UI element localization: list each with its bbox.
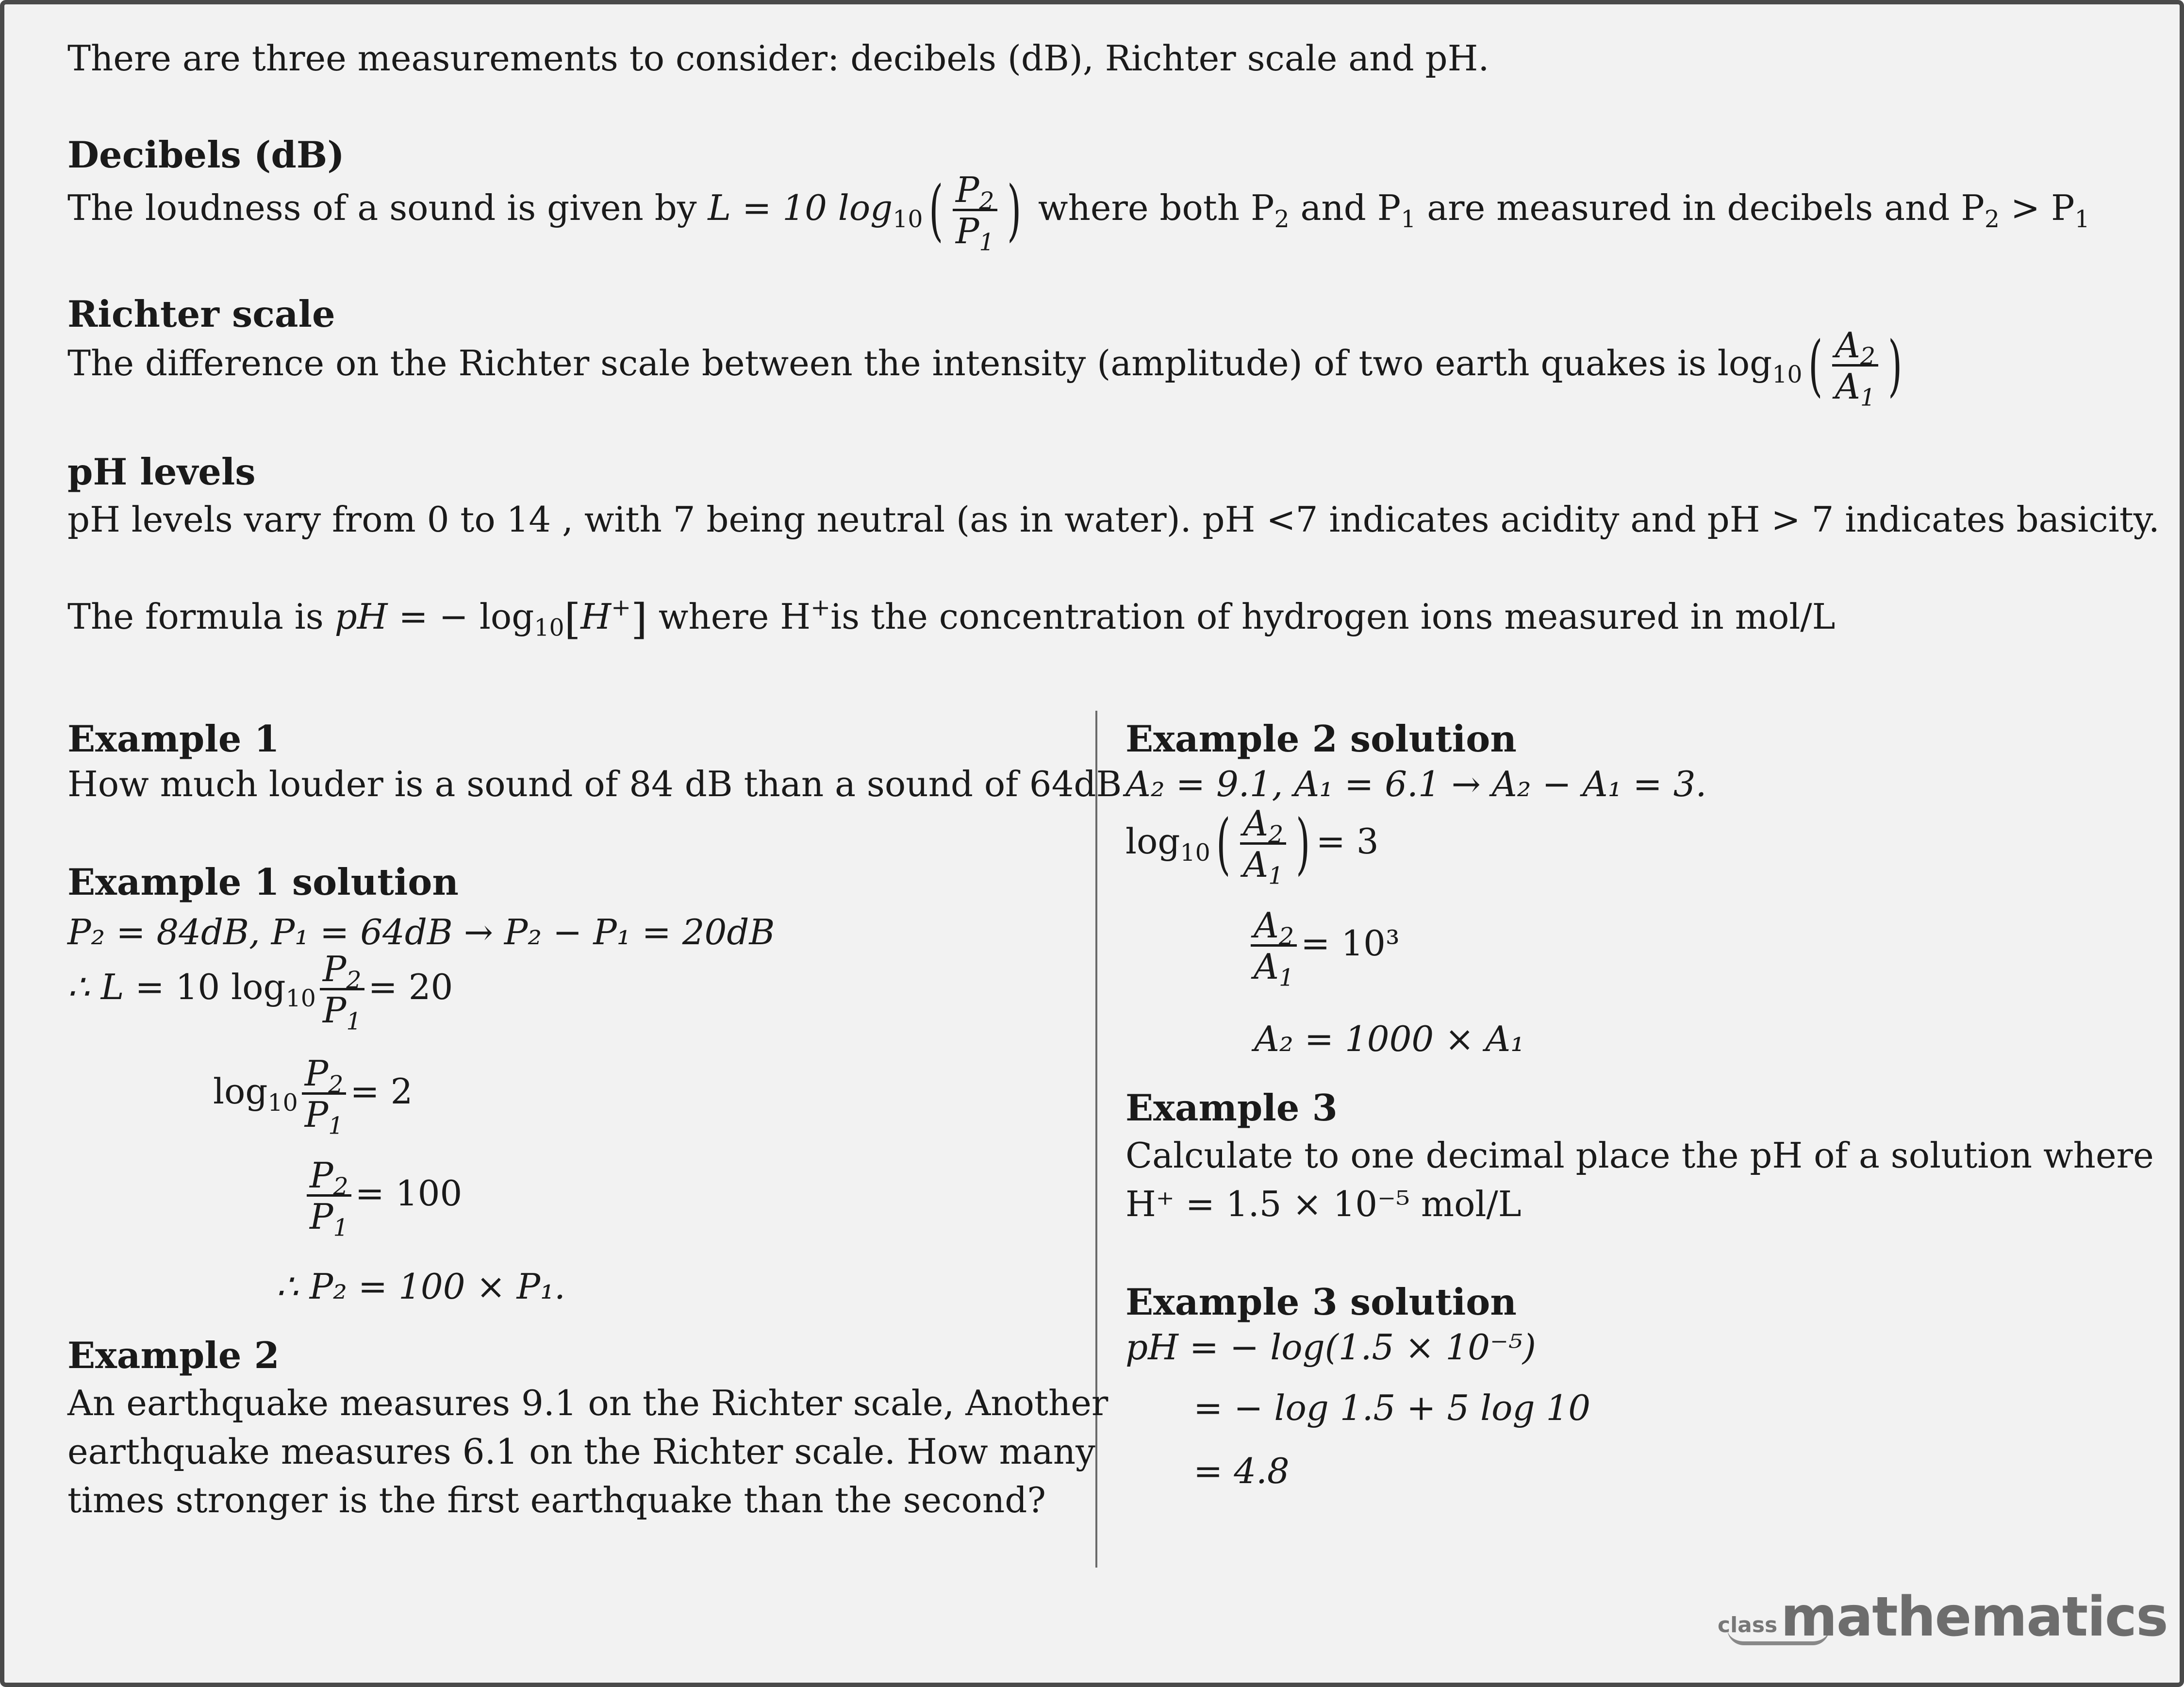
- classmathematics-logo: [1718, 1582, 2167, 1649]
- example2-question-line1: An earthquake measures 9.1 on the Richter scale, Another: [67, 1383, 1109, 1423]
- richter-text: The difference on the Richter scale between the intensity (amplitude) of two earth quakes is log: [67, 343, 1772, 384]
- example1-step1: ∴ L = 10 $\log_{10}$ $\frac{P_2}{P_1}$ = 20: [67, 949, 453, 1036]
- example2-heading: Example 2: [67, 1334, 280, 1377]
- decibels-measured: are measured in decibels and P: [1427, 187, 1985, 229]
- logo-small-text: class: [1718, 1613, 1778, 1637]
- example1-question: How much louder is a sound of 84 dB than a sound of 64dB: [67, 764, 1122, 804]
- example2-step2: $\frac{A_2}{A_1}$ = 10³: [1247, 907, 1400, 985]
- decibels-fraction: $\frac{P_2}{P_1}$: [953, 172, 997, 250]
- example1-step2: $\log_{10}$ $\frac{P_2}{P_1}$ = 2: [213, 1053, 413, 1140]
- example2-step1: $\log_{10}$( $\frac{A_2}{A_1}$ ) = 3: [1125, 803, 1379, 890]
- decibels-heading: Decibels (dB): [67, 134, 345, 176]
- example2-solution-heading: Example 2 solution: [1125, 718, 1517, 760]
- example2-line1: A₂ = 9.1, A₁ = 6.1 → A₂ − A₁ = 3.: [1125, 764, 1707, 804]
- example3-question-line1: Calculate to one decimal place the pH of a solution where: [1125, 1135, 2154, 1176]
- logo-main-text: mathematics: [1781, 1586, 2167, 1649]
- ph-formula-tail: is the concentration of hydrogen ions measured in mol/L: [830, 596, 1836, 637]
- example1-solution-heading: Example 1 solution: [67, 861, 459, 903]
- example1-step3: $\frac{P_2}{P_1}$ = 100: [303, 1157, 462, 1235]
- decibels-text-before: The loudness of a sound is given by: [67, 187, 697, 229]
- example3-question-line2: H⁺ = 1.5 × 10⁻⁵ mol/L: [1125, 1184, 1522, 1224]
- decibels-text-after: where both P: [1038, 187, 1274, 229]
- ph-heading: pH levels: [67, 451, 256, 493]
- example1-heading: Example 1: [67, 718, 280, 760]
- example2-step3: A₂ = 1000 × A₁: [1254, 1019, 1525, 1059]
- ph-formula-lead: The formula is: [67, 596, 324, 637]
- ph-text: pH levels vary from 0 to 14 , with 7 being neutral (as in water). pH <7 indicates acidity and pH > 7 indicates basicity.: [67, 499, 2160, 540]
- example3-line3: = 4.8: [1193, 1451, 1290, 1491]
- example3-solution-heading: Example 3 solution: [1125, 1281, 1517, 1323]
- intro-text: There are three measurements to consider: decibels (dB), Richter scale and pH.: [67, 38, 1489, 79]
- decibels-formula-line: The loudness of a sound is given by L = 10 $\log_{10}$( $\frac{P_2}{P_1}$ ) where both $P_2$ and $P_1$ are measured in decibels and $P_2 > P_1$: [67, 169, 2090, 256]
- decibels-greater: > P: [2010, 187, 2075, 229]
- example3-heading: Example 3: [1125, 1086, 1338, 1129]
- richter-fraction: $\frac{A_2}{A_1}$: [1832, 327, 1878, 405]
- example1-line1: P₂ = 84dB, P₁ = 64dB → P₂ − P₁ = 20dB: [67, 912, 775, 952]
- example3-line2: = − log 1.5 + 5 log 10: [1193, 1387, 1591, 1428]
- ph-formula-line: The formula is pH = − $\log_{10}[H^+]$ where H+is the concentration of hydrogen ions measured in mol/L: [67, 594, 1836, 644]
- decibels-formula-prefix: L = 10 log: [708, 187, 893, 229]
- example2-question-line3: times stronger is the first earthquake than the second?: [67, 1480, 1046, 1520]
- decibels-and: and P: [1300, 187, 1401, 229]
- ph-formula-after: where H: [658, 596, 811, 637]
- richter-formula-line: The difference on the Richter scale between the intensity (amplitude) of two earth quakes is $\log_{10}$( $\frac{A_2}{A_1}$ ): [67, 325, 1903, 412]
- example3-line1: pH = − log(1.5 × 10⁻⁵): [1125, 1327, 1536, 1368]
- column-divider: [1095, 711, 1097, 1568]
- example1-step4: ∴ P₂ = 100 × P₁.: [276, 1266, 565, 1307]
- richter-heading: Richter scale: [67, 293, 335, 335]
- example2-question-line2: earthquake measures 6.1 on the Richter scale. How many: [67, 1431, 1095, 1472]
